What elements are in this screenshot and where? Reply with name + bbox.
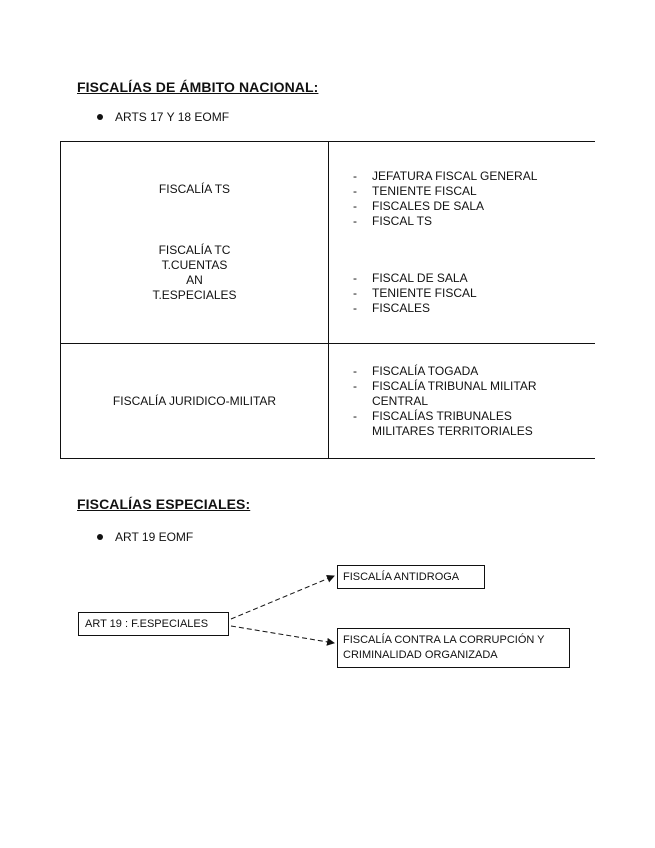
box-text: FISCALÍA ANTIDROGA <box>343 571 460 583</box>
list-item: - FISCALES <box>353 301 595 316</box>
box-art-19 <box>78 612 229 636</box>
list-item: - TENIENTE FISCAL <box>353 184 595 199</box>
list-item: - TENIENTE FISCAL <box>353 286 595 301</box>
list-item: - FISCALÍAS TRIBUNALES MILITARES TERRITORIALES <box>353 409 555 439</box>
bullet-text: ARTS 17 Y 18 EOMF <box>115 110 230 124</box>
box-text: CRIMINALIDAD ORGANIZADA <box>343 649 498 661</box>
cell-line: T.CUENTAS <box>161 258 228 272</box>
list-item: - FISCALÍA TRIBUNAL MILITAR CENTRAL <box>353 379 555 409</box>
cell-line: AN <box>186 273 203 287</box>
cell-line: FISCALÍA TC <box>158 243 231 257</box>
cell-line: T.ESPECIALES <box>152 288 237 302</box>
bullet-text: ART 19 EOMF <box>115 530 194 544</box>
arrow-to-antidroga <box>231 576 334 619</box>
box-text: FISCALÍA CONTRA LA CORRUPCIÓN Y <box>343 634 545 646</box>
box-antidroga <box>337 565 485 589</box>
arrow-to-corrupcion <box>231 626 334 643</box>
list-item: - FISCAL TS <box>353 214 595 229</box>
list-item: - JEFATURA FISCAL GENERAL <box>353 169 595 184</box>
list-item: - FISCAL DE SALA <box>353 271 595 286</box>
box-text: ART 19 : F.ESPECIALES <box>85 618 209 630</box>
cell-fiscalia-ts: FISCALÍA TS <box>158 182 231 196</box>
section-heading-especiales: FISCALÍAS ESPECIALES: <box>77 496 251 512</box>
list-item: - FISCALÍA TOGADA <box>353 364 555 379</box>
list-item: - FISCALES DE SALA <box>353 199 595 214</box>
box-corrupcion <box>337 628 570 668</box>
section-heading-nacional: FISCALÍAS DE ÁMBITO NACIONAL: <box>77 79 319 95</box>
cell-fiscalia-juridico-militar: FISCALÍA JURIDICO-MILITAR <box>112 393 277 408</box>
